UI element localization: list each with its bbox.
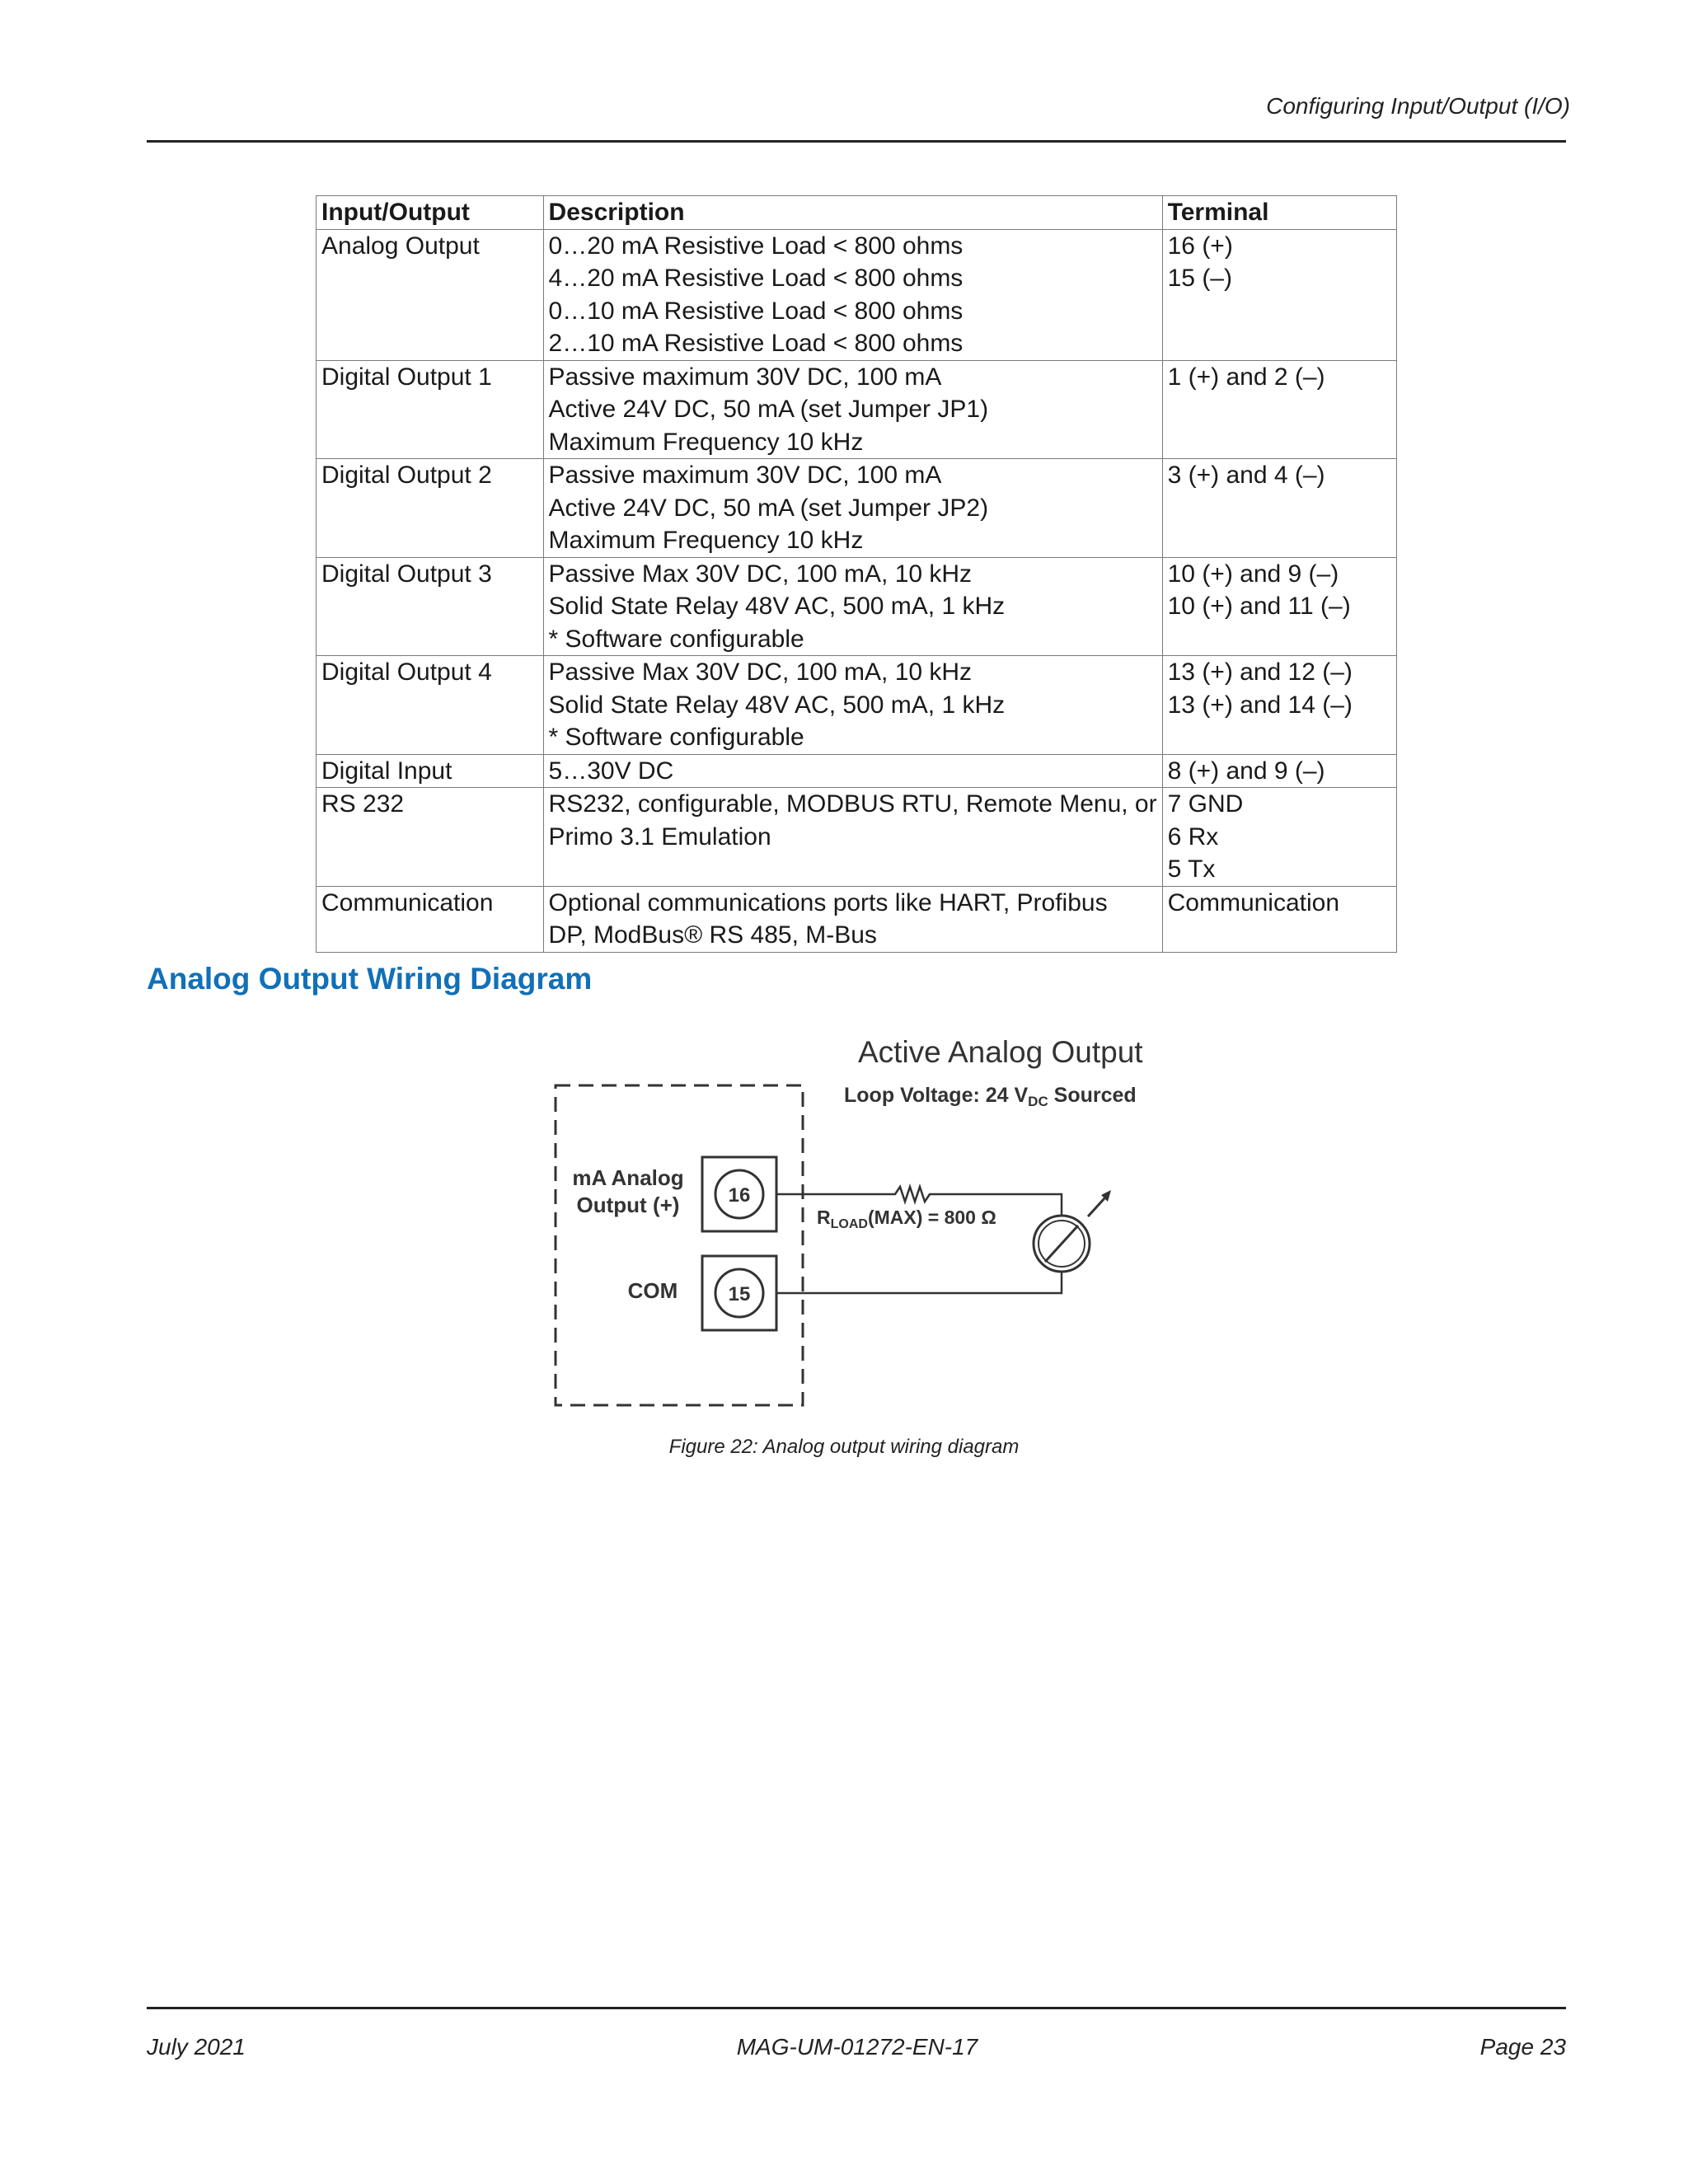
meter-arrow-shaft xyxy=(1088,1198,1104,1216)
description-line: 2…10 mA Resistive Load < 800 ohms xyxy=(548,330,964,357)
diagram-title: Active Analog Output xyxy=(858,1035,1143,1069)
description-line: 5…30V DC xyxy=(548,757,674,785)
table-row xyxy=(316,886,1397,952)
terminal-cell xyxy=(1162,656,1396,755)
terminal-line: 8 (+) and 9 (–) xyxy=(1167,757,1325,785)
terminal-cell xyxy=(1162,886,1396,952)
terminal-line: 13 (+) and 14 (–) xyxy=(1167,691,1353,719)
terminal-cell xyxy=(1162,360,1396,459)
diagram-subtitle: Loop Voltage: 24 $V_{DC}$ Sourced xyxy=(844,1084,1137,1109)
com-label: COM xyxy=(627,1278,678,1303)
section-title: Analog Output Wiring Diagram xyxy=(147,962,593,996)
rload-label: $R_{LOAD}(MAX) = 800$ Ω xyxy=(817,1207,996,1231)
io-cell: Digital Output 4 xyxy=(316,656,544,755)
terminal-line: 10 (+) and 9 (–) xyxy=(1167,560,1339,588)
description-line: Passive Max 30V DC, 100 mA, 10 kHz xyxy=(548,658,973,686)
description-cell xyxy=(543,459,1162,558)
terminal-line: 3 (+) and 4 (–) xyxy=(1167,462,1325,489)
io-cell: Digital Output 2 xyxy=(316,459,544,558)
terminal-cell xyxy=(1162,459,1396,558)
table-row xyxy=(316,754,1397,788)
io-cell: Digital Output 3 xyxy=(316,557,544,656)
column-header-io: Input/Output xyxy=(316,196,544,230)
wiring-diagram xyxy=(544,1030,1170,1426)
description-cell xyxy=(543,656,1162,755)
description-line: 4…20 mA Resistive Load < 800 ohms xyxy=(548,265,964,292)
description-cell xyxy=(543,229,1162,360)
com-wire xyxy=(776,1272,1062,1293)
description-cell xyxy=(543,754,1162,788)
table-row xyxy=(316,360,1397,459)
description-line: Passive Max 30V DC, 100 mA, 10 kHz xyxy=(548,560,973,588)
footer-doc-id: MAG-UM-01272-EN-17 xyxy=(736,2034,978,2060)
terminal-line: 13 (+) and 12 (–) xyxy=(1167,658,1353,686)
io-cell: RS 232 xyxy=(316,788,544,887)
table-header-row xyxy=(316,196,1397,230)
terminal-line: Communication xyxy=(1167,888,1340,916)
header-rule xyxy=(147,140,1566,143)
table-row xyxy=(316,229,1397,360)
footer-date: July 2021 xyxy=(147,2034,246,2060)
terminal-line: 15 (–) xyxy=(1167,265,1232,292)
description-line: Maximum Frequency 10 kHz xyxy=(548,428,864,456)
io-table xyxy=(316,195,1397,953)
description-line: Passive maximum 30V DC, 100 mA xyxy=(548,363,942,391)
description-cell xyxy=(543,360,1162,459)
terminal-line: 5 Tx xyxy=(1167,855,1216,883)
footer-page-number: Page 23 xyxy=(1479,2034,1566,2060)
description-line: 0…10 mA Resistive Load < 800 ohms xyxy=(548,297,964,325)
terminal-line: 10 (+) and 11 (–) xyxy=(1167,593,1351,620)
terminal-15-number: 15 xyxy=(728,1283,751,1305)
io-cell: Analog Output xyxy=(316,229,544,360)
description-line: Primo 3.1 Emulation xyxy=(548,823,771,851)
description-cell xyxy=(543,886,1162,952)
terminal-line: 1 (+) and 2 (–) xyxy=(1167,363,1325,391)
figure-caption: Figure 22: Analog output wiring diagram xyxy=(668,1436,1020,1458)
terminal-cell xyxy=(1162,229,1396,360)
table-row xyxy=(316,459,1397,558)
description-line: Active 24V DC, 50 mA (set Jumper JP1) xyxy=(548,396,989,423)
terminal-line: 16 (+) xyxy=(1167,232,1233,260)
column-header-description: Description xyxy=(543,196,1162,230)
io-cell: Digital Output 1 xyxy=(316,360,544,459)
description-line: Solid State Relay 48V AC, 500 mA, 1 kHz xyxy=(548,691,1006,719)
description-line: * Software configurable xyxy=(548,724,804,751)
description-line: Solid State Relay 48V AC, 500 mA, 1 kHz xyxy=(548,593,1006,620)
description-line: RS232, configurable, MODBUS RTU, Remote Menu, or xyxy=(548,790,1157,818)
footer-rule xyxy=(147,2007,1566,2009)
terminal-cell xyxy=(1162,788,1396,887)
description-line: Maximum Frequency 10 kHz xyxy=(548,527,864,554)
io-cell: Digital Input xyxy=(316,754,544,788)
description-line: * Software configurable xyxy=(548,625,804,653)
table-row xyxy=(316,557,1397,656)
description-line: Passive maximum 30V DC, 100 mA xyxy=(548,462,942,489)
description-line: DP, ModBus® RS 485, M-Bus xyxy=(548,921,877,949)
io-cell: Communication xyxy=(316,886,544,952)
output-label-line2: Output (+) xyxy=(576,1193,680,1217)
terminal-line: 6 Rx xyxy=(1167,823,1219,851)
terminal-16-number: 16 xyxy=(728,1184,751,1207)
description-line: Optional communications ports like HART, Profibus xyxy=(548,888,1108,916)
device-boundary xyxy=(556,1085,803,1405)
description-cell xyxy=(543,557,1162,656)
running-header: Configuring Input/Output (I/O) xyxy=(1266,93,1570,119)
terminal-line: 7 GND xyxy=(1167,790,1244,818)
terminal-cell xyxy=(1162,754,1396,788)
output-label-line1: mA Analog xyxy=(572,1165,684,1190)
description-line: 0…20 mA Resistive Load < 800 ohms xyxy=(548,232,964,260)
description-cell xyxy=(543,788,1162,887)
column-header-terminal: Terminal xyxy=(1162,196,1396,230)
table-row xyxy=(316,656,1397,755)
terminal-cell xyxy=(1162,557,1396,656)
table-row xyxy=(316,788,1397,887)
description-line: Active 24V DC, 50 mA (set Jumper JP2) xyxy=(548,494,989,522)
